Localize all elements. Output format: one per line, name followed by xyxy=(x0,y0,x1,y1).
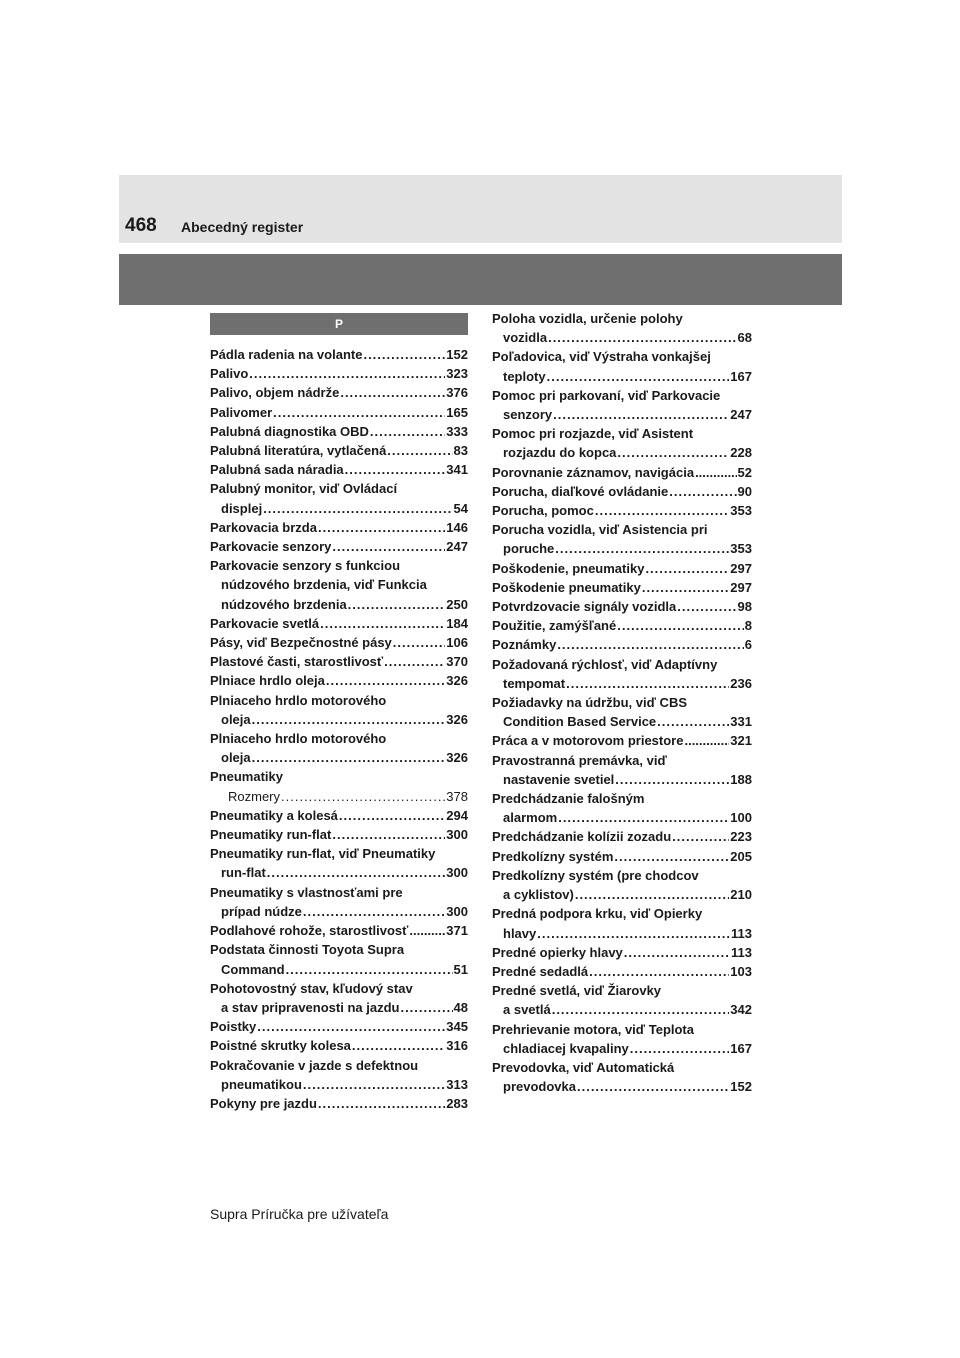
index-entry-page: 247 xyxy=(446,539,468,555)
page-number: 468 xyxy=(125,215,157,236)
index-entry xyxy=(210,729,468,767)
dot-leader xyxy=(252,710,446,729)
dot-leader xyxy=(695,463,736,482)
index-entry-term: Pneumatiky a kolesá xyxy=(210,807,338,823)
dot-leader xyxy=(617,443,729,462)
index-entry-page: 103 xyxy=(730,963,752,979)
index-entry-term: senzory xyxy=(503,407,553,423)
index-entry-term: Pomoc pri rozjazde, viď Asistent xyxy=(492,426,694,442)
index-entry-page: 300 xyxy=(446,903,468,919)
index-entry-term: rozjazdu do kopca xyxy=(503,445,617,461)
index-entry-term: Pádla radenia na volante xyxy=(210,347,363,362)
index-entry-page: 326 xyxy=(446,750,468,766)
dot-leader xyxy=(558,808,729,827)
index-entry xyxy=(210,883,468,921)
index-entry-page: 297 xyxy=(730,560,752,576)
dot-leader xyxy=(326,671,445,690)
index-entry xyxy=(210,1017,468,1036)
index-entry xyxy=(210,364,468,383)
index-column-left xyxy=(210,345,468,1113)
dot-leader xyxy=(303,902,445,921)
dot-leader xyxy=(645,559,729,578)
index-entry-page: 316 xyxy=(446,1038,468,1054)
index-entry-page: 331 xyxy=(730,714,752,730)
dot-leader xyxy=(318,1094,445,1113)
index-entry-term: Condition Based Service xyxy=(503,714,657,730)
index-entry-page: 83 xyxy=(453,443,468,459)
index-entry xyxy=(210,1056,468,1094)
index-entry-page: 54 xyxy=(453,500,468,516)
index-entry-term: Podstata činnosti Toyota Supra xyxy=(210,942,405,958)
index-entry-term: Predkolízny systém (pre chodcov xyxy=(492,867,699,883)
index-entry-page: 188 xyxy=(730,771,752,787)
index-entry xyxy=(210,671,468,690)
index-entry xyxy=(492,789,752,827)
dot-leader xyxy=(340,383,445,402)
index-entry-page: 294 xyxy=(446,807,468,823)
index-entry xyxy=(492,597,752,616)
index-entry-term: Predné opierky hlavy xyxy=(492,944,623,960)
index-entry-term: Použitie, zamýšľané xyxy=(492,618,617,634)
index-entry-term: alarmom xyxy=(503,810,558,826)
index-entry-term: Palubná literatúra, vytlačená xyxy=(210,443,387,459)
index-entry-term: a svetlá xyxy=(503,1002,551,1018)
index-entry-page: 342 xyxy=(730,1002,752,1018)
dot-leader xyxy=(566,674,729,693)
index-entry xyxy=(492,904,752,942)
index-entry-term: Pravostranná premávka, viď xyxy=(492,752,667,768)
dot-leader xyxy=(547,367,730,386)
dot-leader xyxy=(548,328,736,347)
index-entry xyxy=(492,943,752,962)
index-entry xyxy=(210,422,468,441)
index-entry-term: pneumatikou xyxy=(221,1076,302,1092)
index-entry-term: Palivo xyxy=(210,366,249,382)
index-entry-term: vozidla xyxy=(503,330,548,346)
index-entry xyxy=(210,403,468,422)
index-entry-term: poruche xyxy=(503,541,555,557)
index-entry-page: 48 xyxy=(453,999,468,1015)
index-entry-term: displej xyxy=(221,500,263,516)
dot-leader xyxy=(553,405,729,424)
index-entry-term: Plniaceho hrdlo motorového xyxy=(210,692,387,708)
index-entry-term: Palivo, objem nádrže xyxy=(210,385,340,401)
index-entry xyxy=(492,520,752,558)
index-entry-page: 341 xyxy=(446,462,468,478)
index-entry-page: 250 xyxy=(446,596,468,612)
index-entry-term: Pokračovanie v jazde s defektnou xyxy=(210,1057,419,1073)
index-entry-term: Pomoc pri parkovaní, viď Parkovacie xyxy=(492,387,721,403)
index-entry-term: Poloha vozidla, určenie polohy xyxy=(492,311,683,326)
dot-leader xyxy=(249,364,445,383)
index-entry-term: Palubná diagnostika OBD xyxy=(210,423,369,439)
dot-leader xyxy=(320,614,445,633)
index-column-right xyxy=(492,309,752,1096)
index-entry-term: Pásy, viď Bezpečnostné pásy xyxy=(210,635,392,651)
index-entry xyxy=(492,309,752,347)
index-entry-term: Pohotovostný stav, kľudový stav xyxy=(210,980,413,996)
index-entry-page: 313 xyxy=(446,1076,468,1092)
index-entry-term: núdzového brzdenia xyxy=(221,596,347,612)
dot-leader xyxy=(400,998,452,1017)
section-title: Abecedný register xyxy=(181,219,304,235)
index-entry-term: Parkovacie svetlá xyxy=(210,615,320,631)
index-entry xyxy=(210,537,468,556)
index-entry-page: 297 xyxy=(730,579,752,595)
dot-leader xyxy=(273,403,445,422)
dot-leader xyxy=(303,1075,445,1094)
dot-leader xyxy=(630,1039,730,1058)
dot-leader xyxy=(677,597,736,616)
index-entry-term: Parkovacie senzory xyxy=(210,539,332,555)
index-entry-term: hlavy xyxy=(503,925,537,941)
index-entry-term: Poľadovica, viď Výstraha vonkajšej xyxy=(492,349,711,365)
dot-leader xyxy=(624,943,730,962)
index-entry-term: teploty xyxy=(503,368,546,384)
dot-leader xyxy=(363,345,445,364)
index-entry-term: Požadovaná rýchlosť, viď Adaptívny xyxy=(492,656,718,672)
index-entry xyxy=(492,981,752,1019)
index-entry-term: Parkovacie senzory s funkciou xyxy=(210,558,401,574)
index-entry-page: 376 xyxy=(446,385,468,401)
index-entry-term: Predchádzanie falošným xyxy=(492,791,645,807)
index-entry-page: 113 xyxy=(731,944,752,960)
dot-leader xyxy=(672,827,729,846)
index-entry xyxy=(210,441,468,460)
letter-heading: P xyxy=(210,313,468,335)
index-entry-page: 167 xyxy=(730,1040,752,1056)
index-entry-page: 345 xyxy=(446,1019,468,1035)
index-entry-page: 247 xyxy=(730,407,752,423)
index-entry-term: Porucha vozidla, viď Asistencia pri xyxy=(492,522,708,538)
index-entry-page: 52 xyxy=(737,464,752,480)
index-entry-page: 371 xyxy=(446,923,468,939)
dot-leader xyxy=(537,924,730,943)
index-entry-page: 6 xyxy=(744,637,752,653)
index-entry-page: 228 xyxy=(730,445,752,461)
index-entry-page: 152 xyxy=(730,1079,752,1095)
index-entry-term: Predné svetlá, viď Žiarovky xyxy=(492,983,662,999)
dot-leader xyxy=(345,460,446,479)
index-entry-term: Predné sedadlá xyxy=(492,963,589,979)
dot-leader xyxy=(339,806,445,825)
index-entry-page: 353 xyxy=(730,503,752,519)
index-entry xyxy=(210,633,468,652)
index-entry xyxy=(492,1058,752,1096)
dot-leader xyxy=(684,731,729,750)
index-entry xyxy=(210,614,468,633)
index-entry-page: 353 xyxy=(730,541,752,557)
index-entry-term: Práca a v motorovom priestore xyxy=(492,733,684,749)
index-entry-page: 98 xyxy=(737,599,752,615)
index-entry-page: 184 xyxy=(446,615,468,631)
index-entry-page: 68 xyxy=(737,330,752,346)
index-entry xyxy=(210,383,468,402)
index-entry xyxy=(492,731,752,750)
dot-leader xyxy=(552,1000,730,1019)
index-entry-term: Požiadavky na údržbu, viď CBS xyxy=(492,695,687,711)
index-entry-page: 205 xyxy=(730,848,752,864)
dot-leader xyxy=(281,787,445,806)
dot-leader xyxy=(384,652,445,671)
index-entry-page: 300 xyxy=(446,827,468,843)
index-entry xyxy=(492,655,752,693)
index-entry-term: Poškodenie pneumatiky xyxy=(492,579,641,595)
index-entry-page: 113 xyxy=(731,925,752,941)
dot-leader xyxy=(595,501,729,520)
index-entry-page: 370 xyxy=(446,654,468,670)
index-entry-term: Poškodenie, pneumatiky xyxy=(492,560,645,576)
index-entry-term: chladiacej kvapaliny xyxy=(503,1040,629,1056)
index-entry xyxy=(210,652,468,671)
index-entry-term: Potvrdzovacie signály vozidla xyxy=(492,599,677,615)
index-entry-term: Palubná sada náradia xyxy=(210,462,344,478)
index-entry-term: Palubný monitor, viď Ovládací xyxy=(210,481,398,497)
index-entry-term: Palivomer xyxy=(210,404,273,420)
dot-leader xyxy=(615,770,729,789)
index-entry-term: Porucha, diaľkové ovládanie xyxy=(492,483,669,499)
index-entry xyxy=(492,693,752,731)
index-entry-term: núdzového brzdenia, viď Funkcia xyxy=(221,577,427,593)
index-entry-page: 283 xyxy=(446,1095,468,1111)
dot-leader xyxy=(352,1036,445,1055)
dot-leader xyxy=(669,482,736,501)
index-entry xyxy=(210,767,468,786)
index-entry-term: a cyklistov) xyxy=(503,887,574,903)
index-entry xyxy=(492,578,752,597)
index-entry-term: Porucha, pomoc xyxy=(492,503,594,519)
index-entry xyxy=(492,962,752,981)
index-entry xyxy=(210,940,468,978)
index-entry-term: oleja xyxy=(221,750,251,766)
index-entry-page: 326 xyxy=(446,711,468,727)
index-entry xyxy=(492,751,752,789)
index-entry-page: 326 xyxy=(446,673,468,689)
index-entry xyxy=(492,559,752,578)
index-entry xyxy=(492,866,752,904)
index-entry-term: Command xyxy=(221,961,285,977)
index-entry-term: nastavenie svetiel xyxy=(503,771,615,787)
index-entry xyxy=(492,501,752,520)
dot-leader xyxy=(332,537,445,556)
dot-leader xyxy=(617,616,744,635)
header-dark-band xyxy=(119,254,842,305)
index-entry xyxy=(492,424,752,462)
index-entry-page: 8 xyxy=(744,618,752,634)
dot-leader xyxy=(348,595,446,614)
index-entry xyxy=(492,482,752,501)
index-entry-page: 152 xyxy=(446,347,468,362)
index-entry-term: Poistky xyxy=(210,1019,257,1035)
dot-leader xyxy=(286,960,453,979)
index-entry-page: 167 xyxy=(730,368,752,384)
index-entry-term: Poistné skrutky kolesa xyxy=(210,1038,351,1054)
index-entry xyxy=(210,1036,468,1055)
index-entry-term: Podlahové rohože, starostlivosť xyxy=(210,923,409,939)
index-entry xyxy=(492,347,752,385)
footer-text: Supra Príručka pre užívateľa xyxy=(210,1206,389,1222)
dot-leader xyxy=(387,441,452,460)
index-entry-term: Predná podpora krku, viď Opierky xyxy=(492,906,703,922)
index-entry xyxy=(210,1094,468,1113)
index-entry-term: a stav pripravenosti na jazdu xyxy=(221,999,400,1015)
index-entry-page: 165 xyxy=(446,404,468,420)
index-entry xyxy=(210,921,468,940)
index-entry-term: Predchádzanie kolízii zozadu xyxy=(492,829,672,845)
index-entry-term: run-flat xyxy=(221,865,266,881)
dot-leader xyxy=(393,633,446,652)
index-entry xyxy=(210,518,468,537)
index-entry-page: 90 xyxy=(737,483,752,499)
index-entry xyxy=(210,556,468,614)
index-entry xyxy=(210,787,468,806)
index-entry-page: 210 xyxy=(730,887,752,903)
index-entry-term: Plniaceho hrdlo motorového xyxy=(210,731,387,747)
index-entry xyxy=(210,825,468,844)
index-entry xyxy=(492,635,752,654)
index-entry-page: 321 xyxy=(730,733,752,749)
index-entry-page: 51 xyxy=(453,961,468,977)
dot-leader xyxy=(409,921,445,940)
dot-leader xyxy=(614,847,729,866)
index-entry-term: Pneumatiky run-flat, viď Pneumatiky xyxy=(210,846,436,862)
index-entry xyxy=(492,463,752,482)
index-entry-term: prevodovka xyxy=(503,1079,576,1095)
index-entry-term: Predkolízny systém xyxy=(492,848,614,864)
index-entry-term: Pneumatiky s vlastnosťami pre xyxy=(210,884,403,900)
index-entry-page: 100 xyxy=(730,810,752,826)
index-entry-page: 106 xyxy=(446,635,468,651)
index-entry-term: Prehrievanie motora, viď Teplota xyxy=(492,1021,694,1037)
index-entry-term: Pneumatiky run-flat xyxy=(210,827,332,843)
index-entry-term: Pokyny pre jazdu xyxy=(210,1095,317,1111)
index-entry xyxy=(210,806,468,825)
index-entry xyxy=(210,979,468,1017)
index-entry-page: 236 xyxy=(730,675,752,691)
dot-leader xyxy=(577,1077,729,1096)
index-entry-page: 223 xyxy=(730,829,752,845)
index-entry xyxy=(492,1020,752,1058)
index-entry-term: prípad núdze xyxy=(221,903,302,919)
index-entry-term: Rozmery xyxy=(228,788,281,804)
index-entry xyxy=(210,460,468,479)
dot-leader xyxy=(252,748,446,767)
index-entry xyxy=(210,345,468,364)
dot-leader xyxy=(557,635,743,654)
index-entry xyxy=(210,691,468,729)
index-entry-page: 333 xyxy=(446,423,468,439)
dot-leader xyxy=(257,1017,445,1036)
dot-leader xyxy=(657,712,729,731)
index-entry-term: Plniace hrdlo oleja xyxy=(210,673,325,689)
index-entry-page: 323 xyxy=(446,366,468,382)
index-entry-page: 378 xyxy=(446,788,468,804)
index-entry-term: Prevodovka, viď Automatická xyxy=(492,1059,675,1075)
index-entry xyxy=(210,844,468,882)
dot-leader xyxy=(575,885,729,904)
dot-leader xyxy=(370,422,445,441)
index-entry-page: 300 xyxy=(446,865,468,881)
index-entry xyxy=(492,827,752,846)
dot-leader xyxy=(642,578,729,597)
index-entry-term: Porovnanie záznamov, navigácia xyxy=(492,464,695,480)
index-entry xyxy=(492,847,752,866)
index-entry xyxy=(492,386,752,424)
index-entry-term: Pneumatiky xyxy=(210,769,283,785)
index-entry-term: Plastové časti, starostlivosť xyxy=(210,654,384,670)
index-entry xyxy=(210,479,468,517)
index-entry xyxy=(492,616,752,635)
index-entry-term: Poznámky xyxy=(492,637,557,653)
dot-leader xyxy=(555,539,729,558)
index-entry-term: Parkovacia brzda xyxy=(210,519,317,535)
index-entry-term: tempomat xyxy=(503,675,566,691)
dot-leader xyxy=(263,499,452,518)
index-entry-page: 146 xyxy=(446,519,468,535)
dot-leader xyxy=(589,962,729,981)
dot-leader xyxy=(318,518,445,537)
dot-leader xyxy=(332,825,445,844)
dot-leader xyxy=(267,863,446,882)
index-entry-term: oleja xyxy=(221,711,251,727)
